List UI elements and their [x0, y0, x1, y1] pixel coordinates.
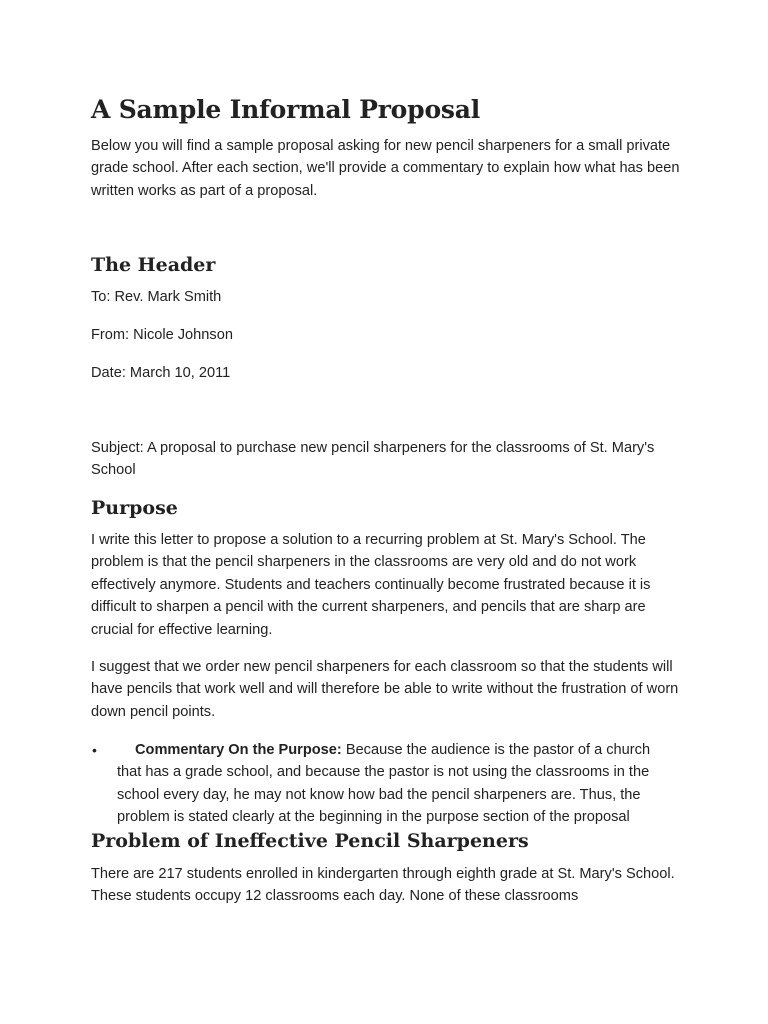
purpose-paragraph-2: I suggest that we order new pencil sharpeners for each classroom so that the students will have pencils that work well and will therefore be able to write without the frustration of worn down pencil points.	[91, 659, 679, 720]
page-title: A Sample Informal Proposal	[91, 95, 481, 124]
memo-to-line: To: Rev. Mark Smith	[91, 289, 222, 305]
commentary-label: Commentary On the Purpose:	[135, 742, 342, 758]
commentary-paragraph	[117, 739, 677, 829]
purpose-section-heading: Purpose	[91, 497, 178, 519]
memo-date-line: Date: March 10, 2011	[91, 365, 231, 381]
commentary-list-item	[91, 739, 681, 829]
intro-paragraph: Below you will find a sample proposal asking for new pencil sharpeners for a small private grade school. After each section, we'll provide a commentary to explain how what has been written works as part of a proposal.	[91, 138, 680, 199]
memo-subject-line: Subject: A proposal to purchase new pencil sharpeners for the classrooms of St. Mary's School	[91, 440, 655, 479]
purpose-paragraph-1: I write this letter to propose a solution to a recurring problem at St. Mary's School. The problem is that the pencil sharpeners in the classrooms are very old and do not work effectively anymore. Students and teachers continually become frustrated because it is difficult to sharpen a pencil with the current sharpeners, and pencils that are sharp are crucial for effective learning.	[91, 532, 651, 638]
header-section-heading: The Header	[91, 254, 216, 276]
bullet-marker: •	[92, 742, 97, 758]
memo-from-line: From: Nicole Johnson	[91, 327, 233, 343]
problem-section-heading: Problem of Ineffective Pencil Sharpeners	[91, 830, 529, 852]
problem-paragraph: There are 217 students enrolled in kindergarten through eighth grade at St. Mary's School. These students occupy 12 classrooms each day. None of these classrooms	[91, 866, 675, 905]
commentary-text: Because the audience is the pastor of a church that has a grade school, and because the pastor is not using the classrooms in the school every day, he may not know how bad the pencil sharpeners are. Thus, the problem is stated clearly at the beginning in the purpose section of the proposal	[117, 742, 651, 826]
